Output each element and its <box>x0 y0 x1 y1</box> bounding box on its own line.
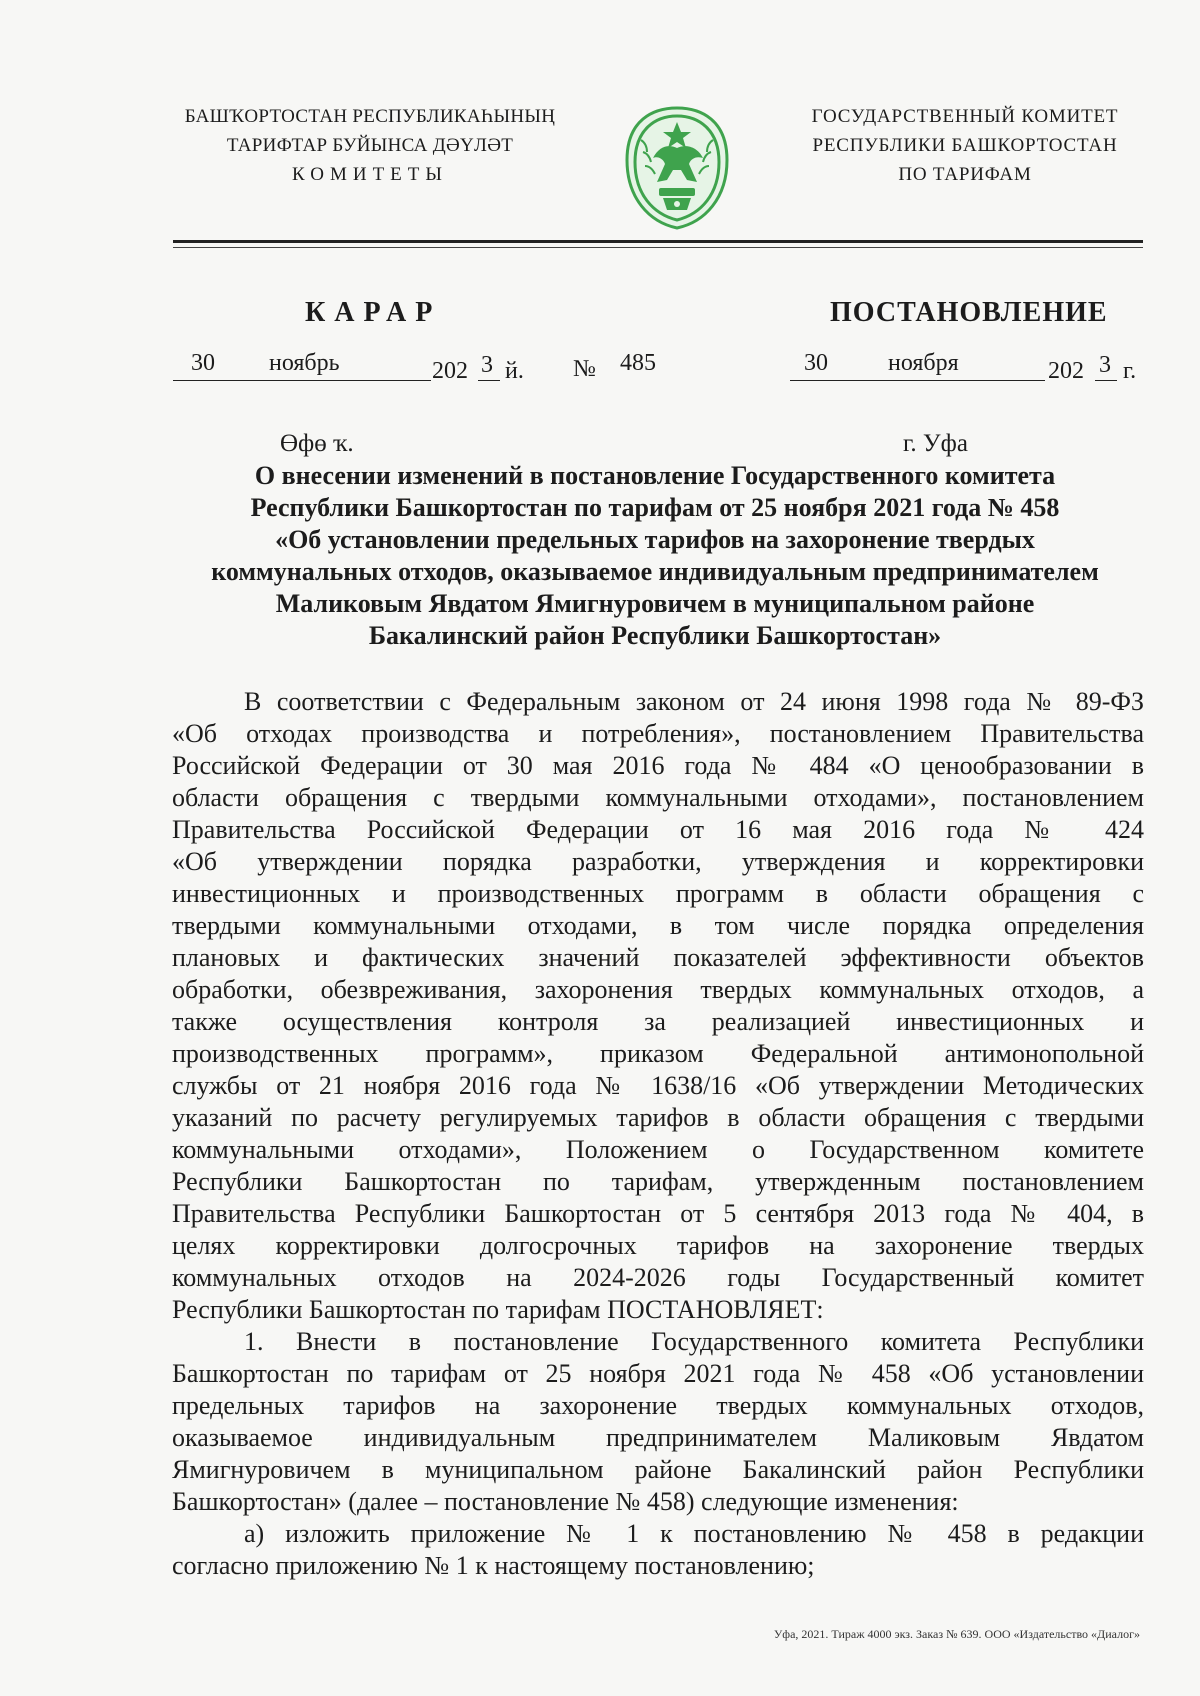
decree-title-russian: ПОСТАНОВЛЕНИЕ <box>830 297 1108 328</box>
right-date-day: 30 <box>804 350 828 376</box>
body-text-line: 1. Внести в постановление Государственного комитета Республики <box>244 1327 1144 1356</box>
right-date-year-prefix: 202 <box>1048 358 1084 384</box>
header-left-line: ТАРИФТАР БУЙЫНСА ДӘҮЛӘТ <box>226 135 514 156</box>
body-text-line: обработки, обезвреживания, захоронения твердых коммунальных отходов, а <box>172 975 1144 1004</box>
header-right-line: ГОСУДАРСТВЕННЫЙ КОМИТЕТ <box>811 106 1119 127</box>
left-date-year-digit: 3 <box>481 352 493 378</box>
header-divider <box>173 240 1143 243</box>
body-text-line: Башкортостан по тарифам от 25 ноября 2021 года № 458 «Об установлении <box>172 1359 1144 1388</box>
body-text-line: инвестиционных и производственных программ в области обращения с <box>172 879 1144 908</box>
body-text-line: В соответствии с Федеральным законом от 24 июня 1998 года № 89-ФЗ <box>244 687 1144 716</box>
body-text-line: производственных программ», приказом Федеральной антимонопольной <box>172 1039 1144 1068</box>
year-digit-underline <box>478 380 500 381</box>
left-date-year-prefix: 202 <box>432 358 468 384</box>
title-line: О внесении изменений в постановление Государственного комитета <box>254 461 1056 490</box>
date-underline <box>790 380 1045 381</box>
title-line: Маликовым Явдатом Ямигнуровичем в муниципальном районе <box>275 589 1035 618</box>
body-text-line: также осуществления контроля за реализацией инвестиционных и <box>172 1007 1144 1036</box>
title-line: коммунальных отходов, оказываемое индивидуальным предпринимателем <box>211 557 1099 586</box>
date-underline <box>173 380 431 381</box>
body-text-line: коммунальных отходов на 2024-2026 годы Государственный комитет <box>172 1263 1144 1292</box>
header-left-line: БАШҠОРТОСТАН РЕСПУБЛИКАҺЫНЫҢ <box>184 106 556 127</box>
right-date-month: ноября <box>888 350 959 376</box>
body-text-line: плановых и фактических значений показателей эффективности объектов <box>172 943 1144 972</box>
year-digit-underline <box>1095 380 1117 381</box>
right-date-year-suffix: г. <box>1123 358 1137 384</box>
place-russian: г. Уфа <box>903 430 968 457</box>
header-divider-thin <box>173 247 1143 248</box>
body-text-line: целях корректировки долгосрочных тарифов на захоронение твердых <box>172 1231 1144 1260</box>
body-text-line: твердыми коммунальными отходами, в том числе порядка определения <box>172 911 1144 940</box>
body-text-line: предельных тарифов на захоронение твердых коммунальных отходов, <box>172 1391 1144 1420</box>
body-text-line: согласно приложению № 1 к настоящему постановлению; <box>172 1551 815 1580</box>
number-sign: № <box>573 356 596 382</box>
decree-title-bashkir: КАРАР <box>305 297 442 328</box>
body-text-line: Башкортостан» (далее – постановление № 458) следующие изменения: <box>172 1487 959 1516</box>
title-line: «Об установлении предельных тарифов на захоронение твердых <box>275 525 1035 554</box>
body-text-line: коммунальными отходами», Положением о Государственном комитете <box>172 1135 1144 1164</box>
body-text-line: службы от 21 ноября 2016 года № 1638/16 «Об утверждении Методических <box>172 1071 1144 1100</box>
body-text-line: Республики Башкортостан по тарифам, утвержденным постановлением <box>172 1167 1144 1196</box>
body-text-line: оказываемое индивидуальным предпринимателем Маликовым Явдатом <box>172 1423 1144 1452</box>
header-right-line: ПО ТАРИФАМ <box>898 164 1032 185</box>
document-body <box>172 686 1144 1582</box>
body-text-line: «Об отходах производства и потребления», постановлением Правительства <box>172 719 1144 748</box>
document-title <box>160 460 1150 652</box>
left-date-month: ноябрь <box>269 350 340 376</box>
place-bashkir: Өфө ҡ. <box>280 430 354 457</box>
header-russian-org-name <box>780 102 1150 189</box>
header-left-line: КОМИТЕТЫ <box>292 164 448 185</box>
printer-imprint: Уфа, 2021. Тираж 4000 экз. Заказ № 639. ООО «Издательство «Диалог» <box>773 1627 1140 1641</box>
body-text-line: указаний по расчету регулируемых тарифов в области обращения с твердыми <box>172 1103 1144 1132</box>
body-text-line: Ямигнуровичем в муниципальном районе Бакалинский район Республики <box>172 1455 1144 1484</box>
body-text-line: Российской Федерации от 30 мая 2016 года № 484 «О ценообразовании в <box>172 751 1144 780</box>
header-bashkir-org-name <box>160 102 580 189</box>
body-text-line: Республики Башкортостан по тарифам ПОСТАНОВЛЯЕТ: <box>172 1295 824 1324</box>
body-text-line: а) изложить приложение № 1 к постановлению № 458 в редакции <box>244 1519 1144 1548</box>
coat-of-arms-emblem-icon <box>613 100 741 232</box>
body-text-line: Правительства Российской Федерации от 16 мая 2016 года № 424 <box>172 815 1144 844</box>
left-date-year-suffix: й. <box>505 358 524 384</box>
body-text-line: Правительства Республики Башкортостан от 5 сентября 2013 года № 404, в <box>172 1199 1144 1228</box>
left-date-day: 30 <box>191 350 215 376</box>
title-line: Бакалинский район Республики Башкортостан» <box>368 621 942 650</box>
body-text-line: «Об утверждении порядка разработки, утверждения и корректировки <box>172 847 1144 876</box>
right-date-year-digit: 3 <box>1099 352 1111 378</box>
header-right-line: РЕСПУБЛИКИ БАШКОРТОСТАН <box>812 135 1118 156</box>
title-line: Республики Башкортостан по тарифам от 25 ноября 2021 года № 458 <box>250 493 1060 522</box>
body-text-line: области обращения с твердыми коммунальными отходами», постановлением <box>172 783 1144 812</box>
decree-number: 485 <box>620 350 656 376</box>
